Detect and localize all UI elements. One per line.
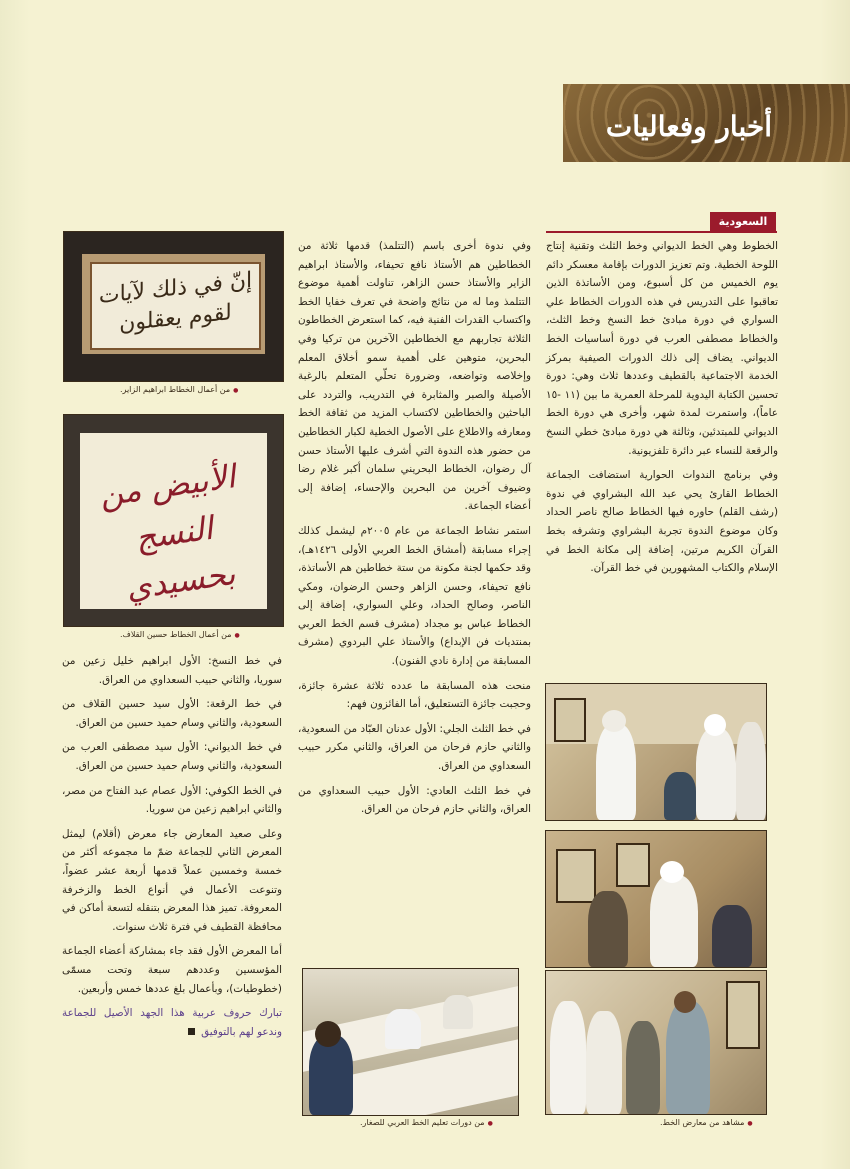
person-figure bbox=[650, 875, 698, 967]
person-figure bbox=[550, 1001, 586, 1114]
person-figure bbox=[666, 1001, 710, 1114]
person-figure bbox=[712, 905, 752, 967]
person-head bbox=[704, 714, 726, 736]
artwork-inner bbox=[90, 262, 261, 350]
artwork-frame bbox=[726, 981, 760, 1049]
person-figure bbox=[586, 1011, 622, 1114]
paragraph: في خط الثلث العادي: الأول حبيب السعداوي من العراق، والثاني حازم فرحان من العراق. bbox=[298, 784, 531, 816]
person-figure bbox=[664, 772, 696, 820]
person-figure bbox=[588, 891, 628, 967]
page-title: أخبار وفعاليات bbox=[605, 110, 772, 143]
paragraph: في خط الديواني: الأول سيد مصطفى العرب من السعودية، والثاني وسام حميد حسين من العراق. bbox=[62, 741, 282, 772]
person-head bbox=[660, 861, 684, 883]
caption-classroom: ● من دورات تعليم الخط العربي للصغار. bbox=[360, 1118, 493, 1127]
person-figure bbox=[596, 724, 636, 820]
article-column-middle bbox=[298, 237, 531, 825]
artwork-frame bbox=[616, 843, 650, 887]
caption-calligraphy-2: ● من أعمال الخطاط حسين القلاف. bbox=[120, 630, 240, 639]
student-figure bbox=[385, 1009, 421, 1049]
person-head bbox=[602, 710, 626, 732]
person-figure bbox=[626, 1021, 660, 1114]
paragraph: في خط النسخ: الأول ابراهيم خليل زعين من سوريا، والثاني حبيب السعداوي من العراق. bbox=[62, 655, 282, 686]
caption-calligraphy-1: ● من أعمال الخطاط ابراهيم الزاير. bbox=[120, 385, 238, 394]
paragraph: في خط الرقعة: الأول سيد حسين القلاف من السعودية، والثاني وسام حميد حسين من العراق. bbox=[62, 698, 282, 729]
section-header-band bbox=[563, 84, 850, 162]
paragraph: منحت هذه المسابقة ما عدده ثلاثة عشرة جائزة، وحجبت جائزة التستعليق، أما الفائزون فهم: bbox=[298, 679, 531, 711]
person-figure bbox=[736, 722, 766, 820]
paragraph: الخطوط وهي الخط الديواني وخط الثلث وتقنية إنتاج اللوحة الخطية. وتم تعزيز الدورات بإقامة معسكر دائم يوم الخميس من كل أسبوع، ومن الأساتذة الذين تعاقبوا على التدريس في هذه الدورات الخطاط علي السواري في دورة مبادئ خط النسخ وخط الثلث، والخطاط مصطفى العرب في دورة أساسيات الخط الديواني. يضاف إلى ذلك الدورات الصيفية بمركز الخدمة الاجتماعية بالقطيف وعددها ثلاث وهي: دورة تحسين الكتابة اليدوية للمرحلة العمرية ما بين (١١ -١٥ عاماً)، واستمرت لمدة شهر، وأخرى هي دورة الخط الديواني للمبتدئين، وثالثة هي دورة مبادئ خطي النسخ والرقعة للنساء عبر دائرة تلفزيونية. bbox=[546, 240, 778, 457]
exhibition-photo-3 bbox=[545, 970, 767, 1115]
paragraph: في خط الثلث الجلي: الأول عدنان العبّاد من السعودية، والثاني حازم فرحان من العراق، والثاني مكرر حبيب السعداوي من العراق. bbox=[298, 722, 531, 773]
calligraphy-script: الأبيض من النسج بحسيدي bbox=[97, 457, 238, 607]
paragraph: وفي ندوة أخرى باسم (التتلمذ) قدمها ثلاثة من الخطاطين هم الأستاذ نافع تحيفاء، والأستاذ ابراهيم الزاير والأستاذ حسن الزاهر، تناولت أهمية موضوع التتلمذ وما له من نتائج واضحة في تعرف خفايا الخط واكتساب القدرات الفنية فيه، كما استعرض الخطاطون الثلاثة تجاربهم مع الخطاطين الآخرين من تركيا وفي البحرين، متوهين على أهمية سمو أخلاق المعلم وإخلاصه وتواضعه، وضرورة تحلّي المتعلم بالرغبة الأصيلة والصبر والمثابرة في التدريب، والتردد على الباحثين والخطاطين لاكتساب المزيد من ثقافة الخط ومعارفه والاطلاع على الأصول الخطية لكبار الخطاطين من حضور هذه الندوة التي أشرف عليها الأستاذ حسن آل رضوان، الخطاط البحريني سلمان أكبر غلام رضا وضيوف آخرين من البحرين والإحساء، إضافة إلى أعضاء الجماعة. bbox=[298, 240, 531, 513]
exhibition-photo-2 bbox=[545, 830, 767, 968]
person-figure bbox=[696, 728, 736, 820]
paragraph: أما المعرض الأول فقد جاء بمشاركة أعضاء الجماعة المؤسسين وعددهم سبعة وتحت مسمّى (خطوطيات)، وبأعمال بلغ عددها خمس وأربعين. bbox=[62, 945, 282, 995]
artwork-mat bbox=[82, 254, 265, 354]
student-figure bbox=[309, 1035, 353, 1115]
closing-paragraph bbox=[62, 1004, 282, 1041]
country-badge: السعودية bbox=[710, 212, 776, 232]
paragraph: استمر نشاط الجماعة من عام ٢٠٠٥م ليشمل كذلك إجراء مسابقة (أمشاق الخط العربي الأولى ١٤٢٦هـ)، وقد حكمها لجنة مكونة من ستة خطاطين هم الأساتذة، نافع تحيفاء، وحسن الزاهر وحسن الرضوان، ومكي الناصر، وصالح الحداد، وعلي السواري، إضافة إلى الخطاط عباس بو مجداد (مشرف قسم الخط العربي بمنتديات فن الإبداع) والأستاذ علي البردوي (مشرف المسابقة من إدارة نادي الفنون). bbox=[298, 524, 532, 668]
end-mark-icon bbox=[188, 1028, 195, 1035]
closing-text: تبارك حروف عربية هذا الجهد الأصيل للجماعة وندعو لهم بالتوفيق bbox=[62, 1007, 282, 1038]
calligraphy-script: إنّ في ذلك لآيات لقوم يعقلون bbox=[98, 267, 253, 337]
paragraph: في الخط الكوفي: الأول عصام عبد الفتاح من مصر، والثاني ابراهيم زعين من سوريا. bbox=[62, 784, 282, 816]
calligraphy-artwork-2 bbox=[63, 414, 284, 627]
article-column-left bbox=[62, 652, 282, 1047]
artwork-frame bbox=[556, 849, 596, 903]
student-head bbox=[315, 1021, 341, 1047]
paragraph: وفي برنامج الندوات الحوارية استضافت الجماعة الخطاط القارئ يحي عبد الله البشراوي في ندوة (رشف القلم) حاوره فيها الخطاط صالح ناصر الحداد وكان موضوع الندوة تجربة البشراوي وتشرفه بخط القرآن الكريم مرتين، إضافة إلى مكانة الخط في الإسلام والكتاب المشهورين في خط القرآن. bbox=[546, 469, 778, 575]
article-column-right bbox=[546, 237, 778, 584]
artwork-inner bbox=[80, 433, 267, 609]
section-divider bbox=[546, 231, 777, 233]
calligraphy-artwork-1 bbox=[63, 231, 284, 382]
paragraph: وعلى صعيد المعارض جاء معرض (أقلام) ليمثل المعرض الثاني للجماعة ضمّ ما مجموعه أكثر من خمسة وخمسين عملاً قدمها أربعة عشر عضواً، وتنوعت الأعمال في أنواع الخط والزخرفة المعروفة. تميز هذا المعرض بتنقله لتسعة أماكن في محافظة القطيف في فترة ثلاث سنوات. bbox=[62, 827, 282, 933]
exhibition-photo-1 bbox=[545, 683, 767, 821]
caption-exhibition: ● مشاهد من معارض الخط. bbox=[660, 1118, 753, 1127]
artwork-frame bbox=[554, 698, 586, 742]
student-figure bbox=[443, 995, 473, 1029]
person-head bbox=[674, 991, 696, 1013]
classroom-photo bbox=[302, 968, 519, 1116]
